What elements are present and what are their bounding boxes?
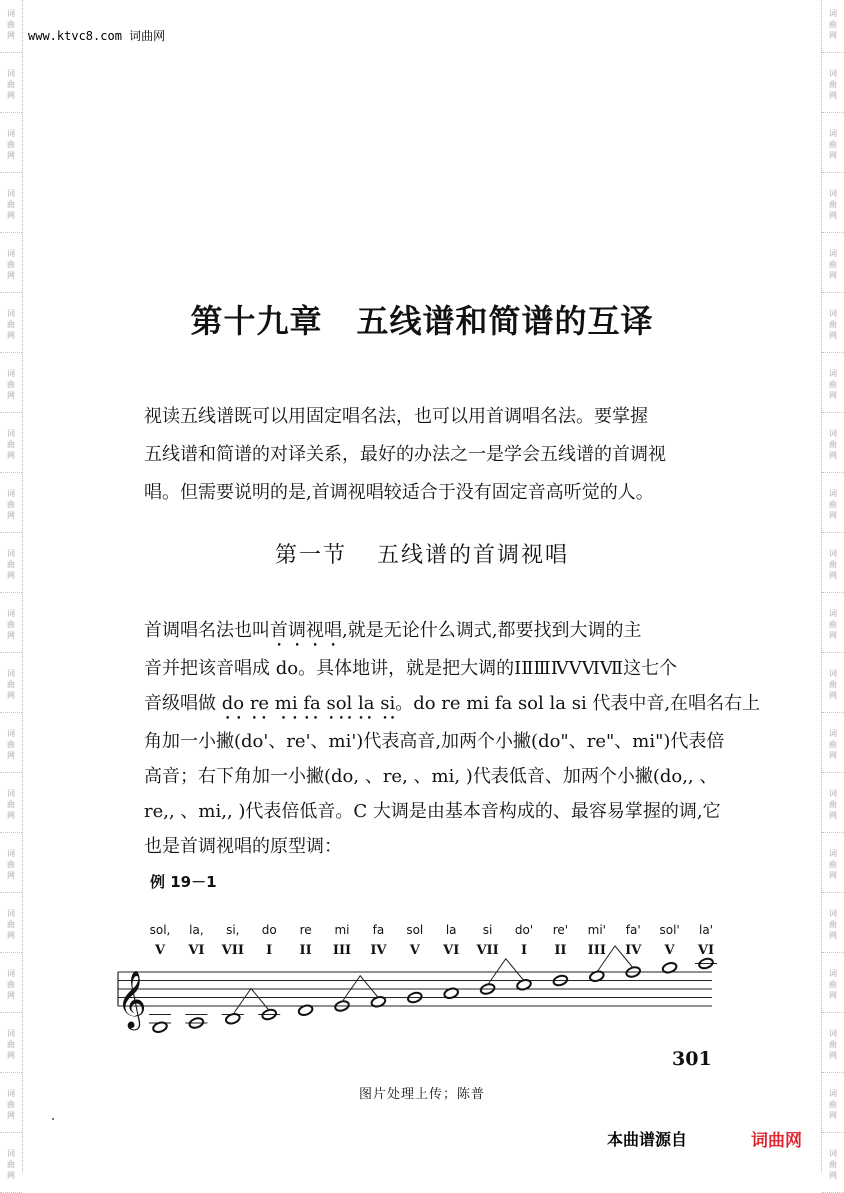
watermark-char: 曲 — [7, 1160, 15, 1169]
watermark-char: 曲 — [829, 620, 837, 629]
watermark-char: 词 — [829, 249, 837, 258]
watermark-char: 词 — [7, 729, 15, 738]
watermark-char: 曲 — [829, 20, 837, 29]
watermark-char: 曲 — [7, 380, 15, 389]
watermark-char: 网 — [7, 151, 15, 160]
watermark-char: 曲 — [829, 980, 837, 989]
body-text: 。do re mi fa sol la si 代表中音,在唱名右上 — [395, 693, 761, 714]
watermark-char: 网 — [829, 211, 837, 220]
watermark-char: 词 — [7, 609, 15, 618]
watermark-char: 网 — [7, 391, 15, 400]
watermark-char: 词 — [829, 9, 837, 18]
watermark-char: 网 — [7, 691, 15, 700]
scale-degree-label: VI — [443, 943, 460, 958]
watermark-char: 网 — [7, 631, 15, 640]
watermark-char: 词 — [7, 69, 15, 78]
watermark-char: 曲 — [7, 1040, 15, 1049]
watermark-char: 词 — [829, 549, 837, 558]
scale-degree-label: V — [409, 943, 420, 958]
watermark-char: 词 — [829, 129, 837, 138]
intro-line: 唱。但需要说明的是,首调视唱较适合于没有固定音高听觉的人。 — [144, 482, 654, 503]
watermark-char: 曲 — [829, 1040, 837, 1049]
watermark-char: 曲 — [829, 920, 837, 929]
watermark-char: 词 — [829, 669, 837, 678]
semitone-marker — [233, 989, 269, 1015]
scale-degree-label: III — [332, 943, 352, 958]
solfege-label: re — [299, 923, 312, 937]
chapter-name: 五线谱和简谱的互译 — [356, 302, 654, 340]
body-line: 高音；右下角加一小撇(do, 、re, 、mi, )代表低音、加两个小撇(do,, 、 — [144, 766, 718, 787]
watermark-char: 网 — [829, 1171, 837, 1180]
emphasized-term: 首调视唱 — [270, 620, 342, 641]
solfege-label: la, — [189, 923, 204, 937]
upload-credit: 图片处理上传；陈普 — [358, 1087, 485, 1102]
watermark-char: 网 — [7, 991, 15, 1000]
watermark-char: 曲 — [829, 560, 837, 569]
watermark-char: 词 — [7, 309, 15, 318]
watermark-char: 曲 — [829, 440, 837, 449]
watermark-char: 网 — [7, 1111, 15, 1120]
watermark-char: 词 — [7, 429, 15, 438]
watermark-char: 网 — [7, 211, 15, 220]
watermark-char: 曲 — [7, 500, 15, 509]
solfege-label: mi' — [587, 923, 606, 937]
watermark-char: 网 — [829, 571, 837, 580]
watermark-char: 网 — [829, 511, 837, 520]
watermark-char: 网 — [829, 871, 837, 880]
scale-degree-label: V — [154, 943, 166, 958]
watermark-char: 词 — [7, 849, 15, 858]
watermark-char: 曲 — [829, 680, 837, 689]
watermark-char: 词 — [7, 669, 15, 678]
watermark-char: 曲 — [7, 140, 15, 149]
watermark-char: 词 — [7, 1029, 15, 1038]
example-label: 例 19－1 — [150, 873, 217, 891]
watermark-char: 网 — [7, 811, 15, 820]
solfege-label: do — [261, 923, 277, 937]
watermark-char: 词 — [7, 789, 15, 798]
watermark-char: 网 — [7, 331, 15, 340]
body-line: 音并把该音唱成 do。具体地讲，就是把大调的ⅠⅡⅢⅣⅤⅥⅦ这七个 — [144, 658, 678, 679]
watermark-char: 曲 — [7, 980, 15, 989]
source-brand-link[interactable]: 词曲网 — [751, 1131, 802, 1151]
intro-line: 视读五线谱既可以用固定唱名法，也可以用首调唱名法。要掌握 — [144, 406, 648, 427]
solfege-label: fa — [372, 923, 385, 937]
watermark-char: 曲 — [829, 260, 837, 269]
scale-degree-label: VII — [476, 943, 499, 958]
watermark-char: 曲 — [829, 860, 837, 869]
watermark-char: 词 — [829, 1149, 837, 1158]
watermark-char: 词 — [829, 609, 837, 618]
watermark-char: 网 — [829, 1051, 837, 1060]
watermark-char: 词 — [7, 129, 15, 138]
watermark-char: 词 — [829, 909, 837, 918]
watermark-char: 网 — [829, 811, 837, 820]
watermark-char: 网 — [7, 511, 15, 520]
watermark-char: 曲 — [7, 800, 15, 809]
solfege-label: fa' — [625, 923, 641, 937]
watermark-char: 词 — [7, 909, 15, 918]
scale-degree-label: II — [554, 943, 567, 958]
page-number: 301 — [672, 1048, 712, 1070]
scan-speck — [52, 1118, 54, 1120]
solfege-label: sol — [406, 923, 424, 937]
watermark-char: 词 — [7, 489, 15, 498]
watermark-char: 曲 — [829, 800, 837, 809]
watermark-char: 网 — [7, 571, 15, 580]
watermark-char: 曲 — [7, 620, 15, 629]
watermark-char: 词 — [829, 369, 837, 378]
watermark-char: 曲 — [829, 320, 837, 329]
watermark-char: 曲 — [7, 20, 15, 29]
watermark-char: 词 — [7, 9, 15, 18]
treble-clef: 𝄞 — [117, 970, 147, 1028]
watermark-char: 曲 — [7, 920, 15, 929]
watermark-char: 词 — [829, 69, 837, 78]
source-label: 本曲谱源自 — [607, 1130, 688, 1149]
watermark-char: 网 — [829, 751, 837, 760]
watermark-char: 词 — [829, 729, 837, 738]
watermark-char: 网 — [829, 271, 837, 280]
watermark-char: 曲 — [829, 80, 837, 89]
watermark-char: 词 — [829, 849, 837, 858]
body-text: ,就是无论什么调式,都要找到大调的主 — [342, 620, 642, 641]
watermark-char: 网 — [7, 271, 15, 280]
body-line: re,, 、mi,, )代表倍低音。C 大调是由基本音构成的、最容易掌握的调,它 — [144, 801, 721, 822]
watermark-char: 词 — [829, 1029, 837, 1038]
scale-degree-label: VI — [188, 943, 205, 958]
chapter-number: 第十九章 — [190, 302, 323, 340]
watermark-char: 网 — [829, 31, 837, 40]
watermark-char: 网 — [829, 331, 837, 340]
watermark-char: 曲 — [829, 140, 837, 149]
solfege-label: do' — [514, 923, 534, 937]
watermark-char: 曲 — [7, 1100, 15, 1109]
watermark-char: 网 — [7, 931, 15, 940]
scale-degree-label: IV — [370, 943, 387, 958]
solfege-label: si — [482, 923, 493, 937]
watermark-char: 曲 — [829, 380, 837, 389]
watermark-char: 网 — [829, 451, 837, 460]
intro-line: 五线谱和简谱的对译关系，最好的办法之一是学会五线谱的首调视 — [144, 444, 666, 465]
watermark-char: 网 — [829, 151, 837, 160]
watermark-char: 曲 — [829, 1160, 837, 1169]
watermark-char: 曲 — [829, 1100, 837, 1109]
watermark-char: 词 — [829, 1089, 837, 1098]
solfege-label: si, — [226, 923, 240, 937]
watermark-char: 网 — [7, 871, 15, 880]
watermark-char: 词 — [7, 369, 15, 378]
watermark-char: 曲 — [829, 200, 837, 209]
watermark-char: 曲 — [7, 320, 15, 329]
watermark-char: 曲 — [7, 80, 15, 89]
watermark-char: 词 — [7, 1089, 15, 1098]
scale-degree-label: IV — [625, 943, 642, 958]
watermark-char: 词 — [7, 1149, 15, 1158]
body-line: 角加一小撇(do'、re'、mi')代表高音,加两个小撇(do"、re"、mi")代表倍 — [144, 731, 725, 752]
watermark-char: 网 — [7, 1051, 15, 1060]
watermark-char: 词 — [829, 789, 837, 798]
watermark-char: 词 — [7, 249, 15, 258]
watermark-char: 词 — [829, 189, 837, 198]
solfege-label: la' — [699, 923, 713, 937]
section-number: 第一节 — [274, 543, 347, 568]
emphasized-syllables: do re mi fa sol la si — [221, 693, 396, 714]
watermark-char: 网 — [7, 1171, 15, 1180]
watermark-char: 网 — [829, 391, 837, 400]
watermark-char: 词 — [829, 489, 837, 498]
watermark-char: 网 — [7, 751, 15, 760]
scale-degree-label: VII — [221, 943, 244, 958]
scale-degree-label: I — [520, 943, 528, 958]
solfege-label: mi — [334, 923, 350, 937]
watermark-char: 曲 — [7, 440, 15, 449]
watermark-char: 曲 — [829, 740, 837, 749]
scale-degree-label: II — [299, 943, 312, 958]
watermark-char: 网 — [7, 451, 15, 460]
solfege-label: sol, — [149, 923, 171, 937]
watermark-char: 网 — [829, 991, 837, 1000]
watermark-char: 词 — [829, 969, 837, 978]
scale-degree-label: I — [266, 943, 273, 958]
solfege-label: la — [445, 923, 457, 937]
watermark-char: 网 — [829, 691, 837, 700]
watermark-char: 网 — [829, 91, 837, 100]
body-text: 音级唱做 — [144, 693, 222, 714]
body-line: 也是首调视唱的原型调： — [144, 836, 342, 857]
watermark-char: 词 — [829, 309, 837, 318]
watermark-char: 词 — [7, 969, 15, 978]
watermark-char: 网 — [829, 931, 837, 940]
watermark-char: 曲 — [7, 200, 15, 209]
solfege-label: re' — [552, 923, 569, 937]
watermark-char: 曲 — [7, 740, 15, 749]
watermark-char: 曲 — [7, 560, 15, 569]
watermark-char: 曲 — [7, 860, 15, 869]
watermark-char: 曲 — [7, 260, 15, 269]
watermark-char: 词 — [829, 429, 837, 438]
watermark-char: 曲 — [7, 680, 15, 689]
site-header[interactable]: www.ktvc8.com 词曲网 — [28, 29, 166, 43]
scale-degree-label: V — [664, 943, 675, 958]
watermark-char: 曲 — [829, 500, 837, 509]
watermark-char: 网 — [829, 1111, 837, 1120]
watermark-char: 网 — [7, 31, 15, 40]
body-text: 首调唱名法也叫 — [144, 620, 270, 641]
scale-degree-label: III — [587, 943, 606, 958]
section-name: 五线谱的首调视唱 — [377, 543, 570, 568]
watermark-char: 词 — [7, 549, 15, 558]
solfege-label: sol' — [659, 923, 680, 937]
watermark-char: 网 — [7, 91, 15, 100]
watermark-char: 词 — [7, 189, 15, 198]
watermark-char: 网 — [829, 631, 837, 640]
scale-degree-label: VI — [697, 943, 715, 958]
